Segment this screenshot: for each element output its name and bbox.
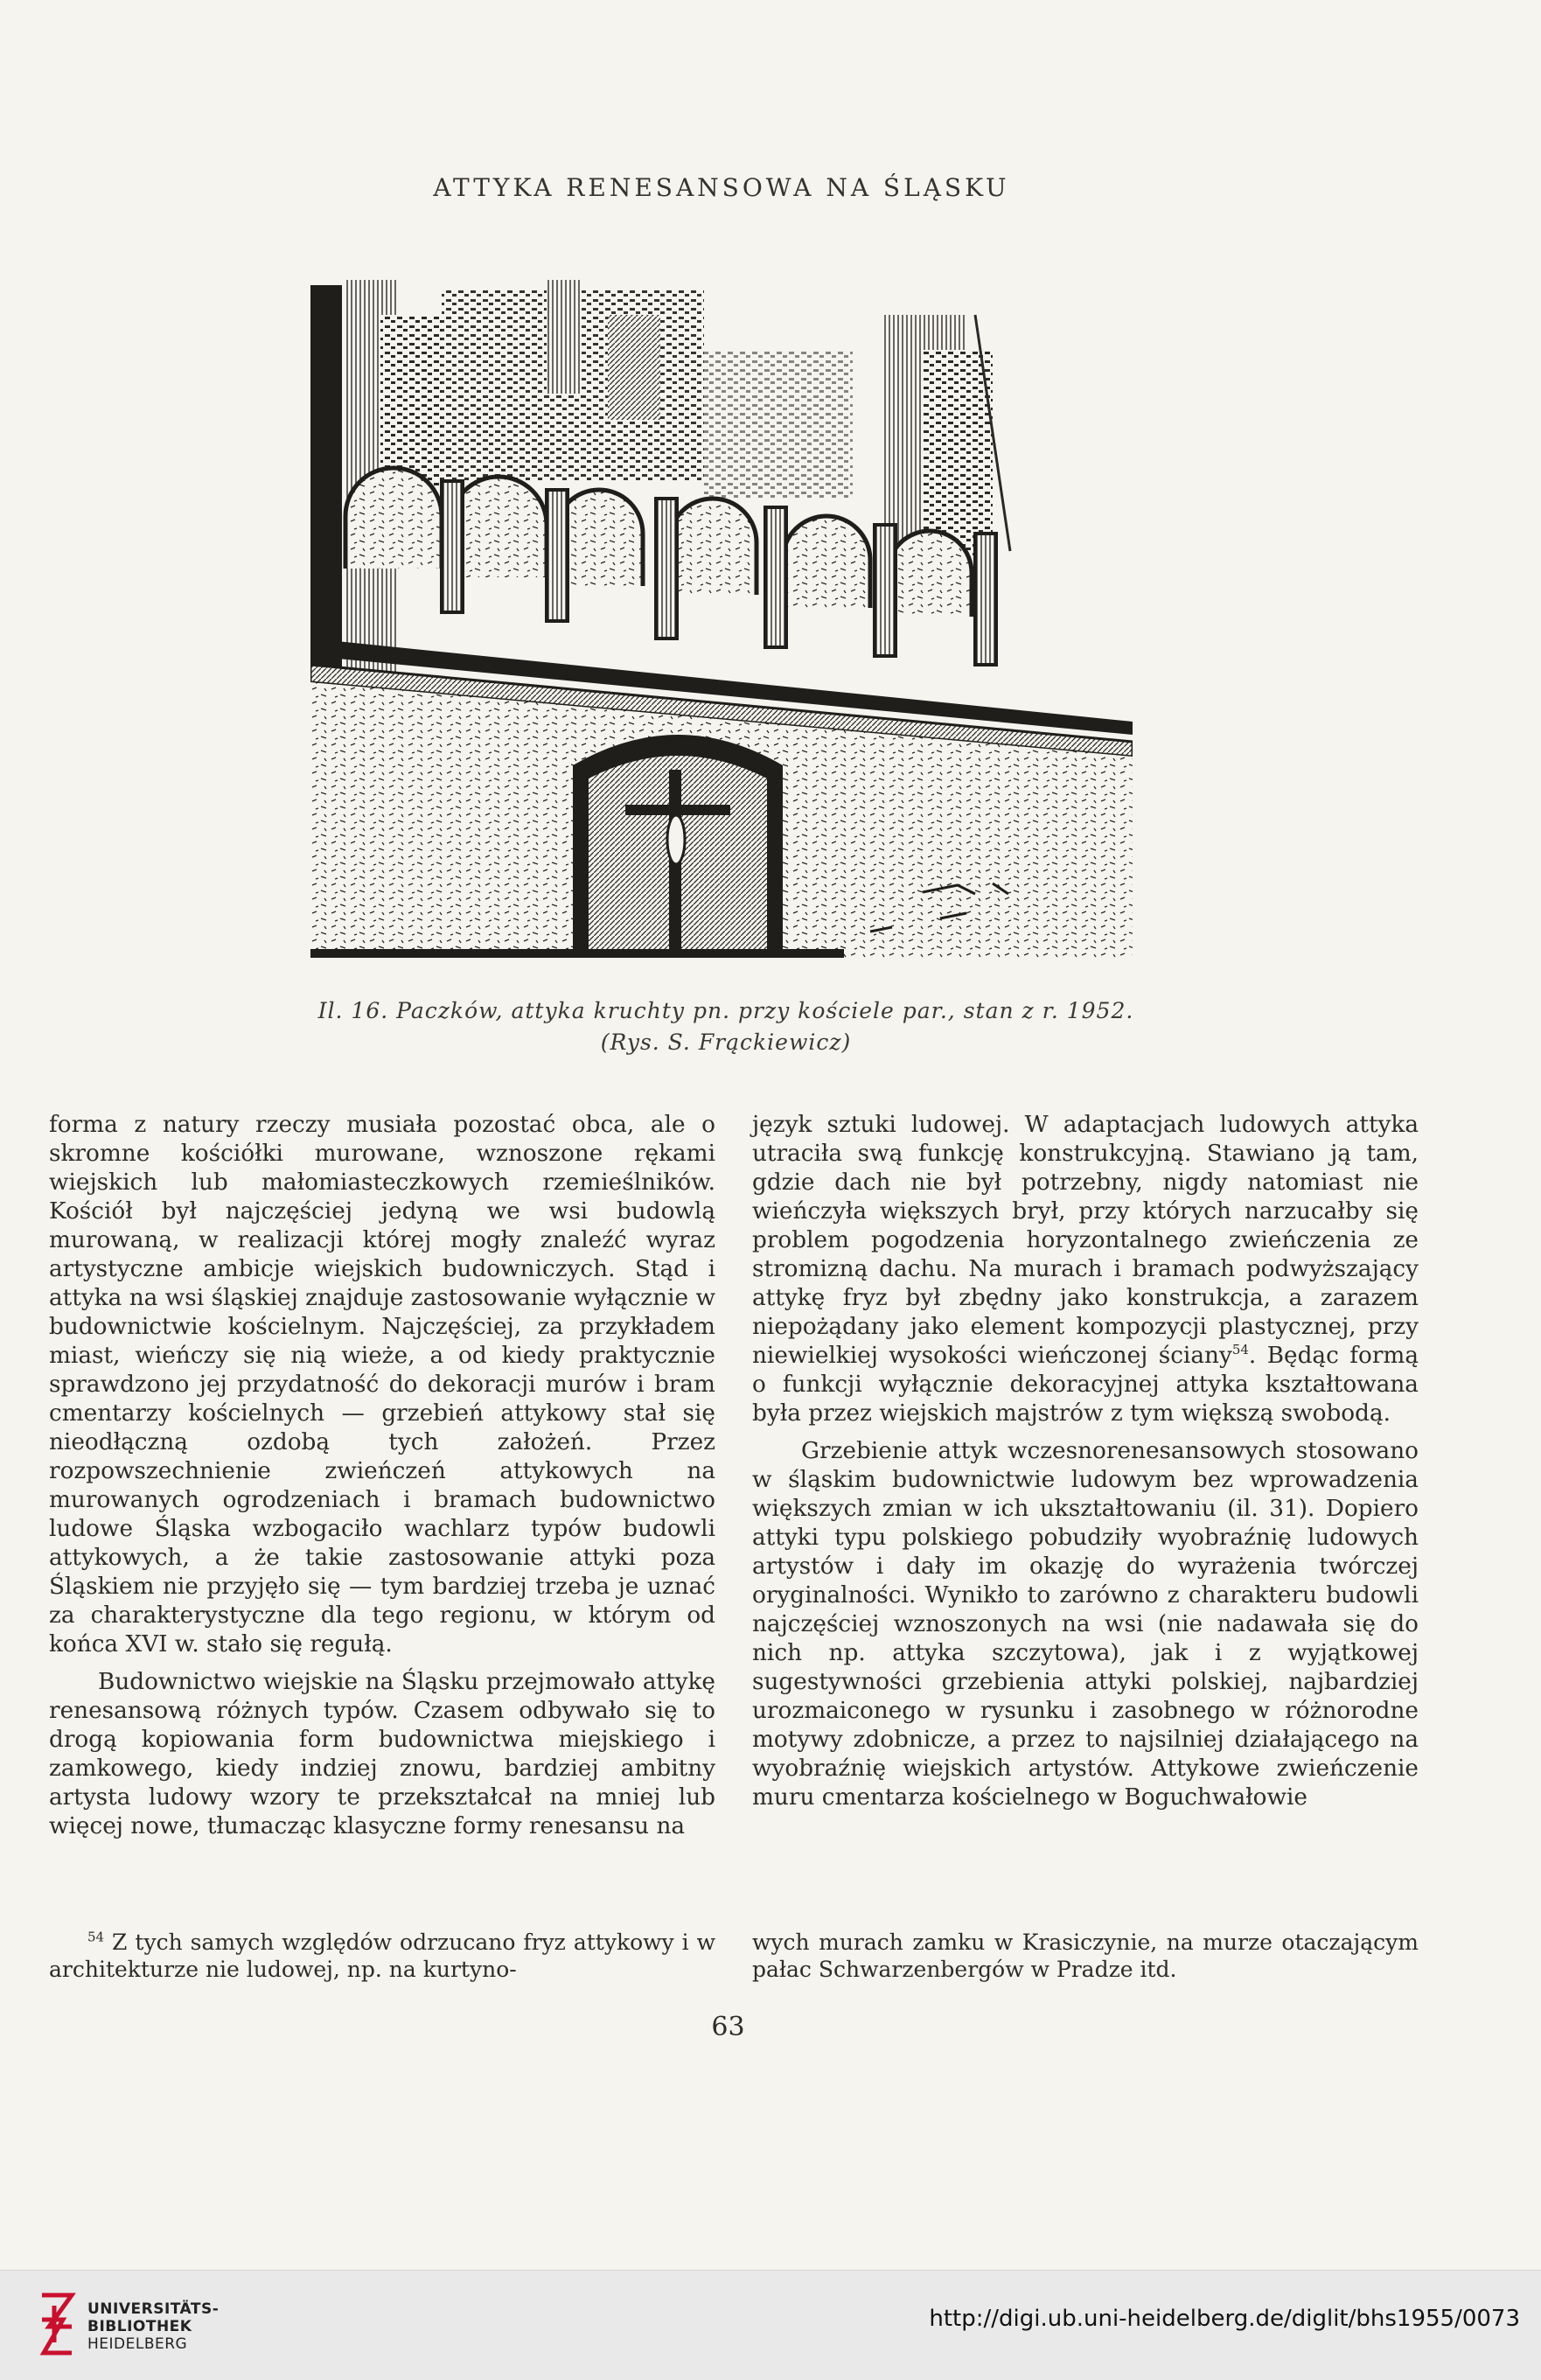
library-name (87, 2300, 219, 2353)
figure-caption (262, 995, 1189, 1058)
right-paragraph-1-text-b: . Będąc formą o funkcji wyłącznie dekoracyjnej attyka kształtowana była przez wiejskich majstrów z tym większą swobodą. (752, 1343, 1419, 1427)
running-head: ATTYKA RENESANSOWA NA ŚLĄSKU (433, 173, 1010, 202)
footer-bar (0, 2270, 1541, 2380)
caption-line-2: (Rys. S. Frąckiewicz) (600, 1029, 852, 1055)
library-logo-icon[interactable] (37, 2290, 79, 2360)
footnote-text-left: Z tych samych względów odrzucano fryz attykowy i w architekturze nie ludowej, np. na kurtyno- (49, 1930, 715, 1982)
left-paragraph-1: forma z natury rzeczy musiała pozostać obca, ale o skromne kościółki murowane, wznoszone rękami wiejskich lub małomiasteczkowych rzemieślników. Kościół był najczęściej jedyną we wsi budowlą murowaną, w realizacji której mogły znaleźć wyraz artystyczne ambicje wiejskich budowniczych. Stąd i attyka na wsi śląskiej znajduje zastosowanie wyłącznie w budownictwie kościelnym. Najczęściej, za przykładem miast, wieńczy się nią wieże, a od kiedy praktycznie sprawdzono jej przydatność do dekoracji murów i bram cmentarzy kościelnych — grzebień attykowy stał się nieodłączną ozdobą tych założeń. Przez rozpowszechnienie zwieńczeń attykowych na murowanych ogrodzeniach i bramach budownictwo ludowe Śląska wzbogaciło wachlarz typów budowli attykowych, a że takie zastosowanie attyki poza Śląskiem nie przyjęło się — tym bardziej trzeba je uznać za charakterystyczne dla tego regionu, w którym od końca XVI w. stało się regułą. (49, 1112, 715, 1658)
library-name-line-2: BIBLIOTHEK (87, 2318, 192, 2335)
footnote-reference[interactable]: 54 (1231, 1342, 1249, 1358)
source-url-link[interactable]: http://digi.ub.uni-heidelberg.de/diglit/bhs1955/0073 (929, 2306, 1520, 2332)
right-paragraph-2: Grzebienie attyk wczesnorenesansowych stosowano w śląskim budownictwie ludowym bez wprowadzenia większych zmian w ich ukształtowaniu (il. 31). Dopiero attyki typu polskiego pobudziły wyobraźnię ludowych artystów i dały im okazję do wyrażenia twórczej oryginalności. Wynikło to zarówno z charakteru budowli najczęściej wznoszonych na wsi (nie nadawała się do nich np. attyka szczytowa), jak i z wyjątkowej sugestywności grzebienia attyki polskiej, najbardziej urozmaiconego w rysunku i zasobnego w różnorodne motywy zdobnicze, a przez to najsilniej działającego na wyobraźnię wiejskich artystów. Attykowe zwieńczenie muru cmentarza kościelnego w Boguchwałowie (752, 1438, 1419, 1811)
figure-illustration (310, 280, 1133, 958)
footnote-right (752, 1929, 1419, 1983)
library-name-line-1: UNIVERSITÄTS- (87, 2300, 220, 2318)
left-paragraph-2: Budownictwo wiejskie na Śląsku przejmowało attykę renesansową różnych typów. Czasem odbywało się to drogą kopiowania form budownictwa miejskiego i zamkowego, kiedy indziej znowu, bardziej ambitny artysta ludowy wzory te przekształcał na mniej lub więcej nowe, tłumacząc klasyczne formy renesansu na (49, 1669, 715, 1839)
right-paragraph-1 (752, 1111, 1419, 1428)
page-number: 63 (711, 2012, 745, 2042)
library-name-line-3: HEIDELBERG (87, 2335, 188, 2353)
attic-drawing (310, 280, 1133, 958)
footnote-text-right: wych murach zamku w Krasiczynie, na murze otaczającym pałac Schwarzenbergów w Pradze itd. (752, 1930, 1419, 1982)
right-column (752, 1111, 1419, 1812)
caption-line-1: Il. 16. Paczków, attyka kruchty pn. przy kościele par., stan z r. 1952. (317, 998, 1134, 1023)
left-column (49, 1111, 715, 1841)
footnote-number: 54 (87, 1929, 105, 1945)
footnote-left (49, 1929, 715, 1983)
right-paragraph-1-text-a: język sztuki ludowej. W adaptacjach ludowych attyka utraciła swą funkcję konstrukcyjną. Stawiano ją tam, gdzie dach nie był potrzebny, nigdy natomiast nie wieńczyła większych brył, przy których narzucałby się problem pogodzenia horyzontalnego zwieńczenia ze stromizną dachu. Na murach i bramach podwyższający attykę fryz był zbędny jako konstrukcja, a zarazem niepożądany jako element kompozycji plastycznej, przy niewielkiej wysokości wieńczonej ściany (752, 1112, 1419, 1369)
